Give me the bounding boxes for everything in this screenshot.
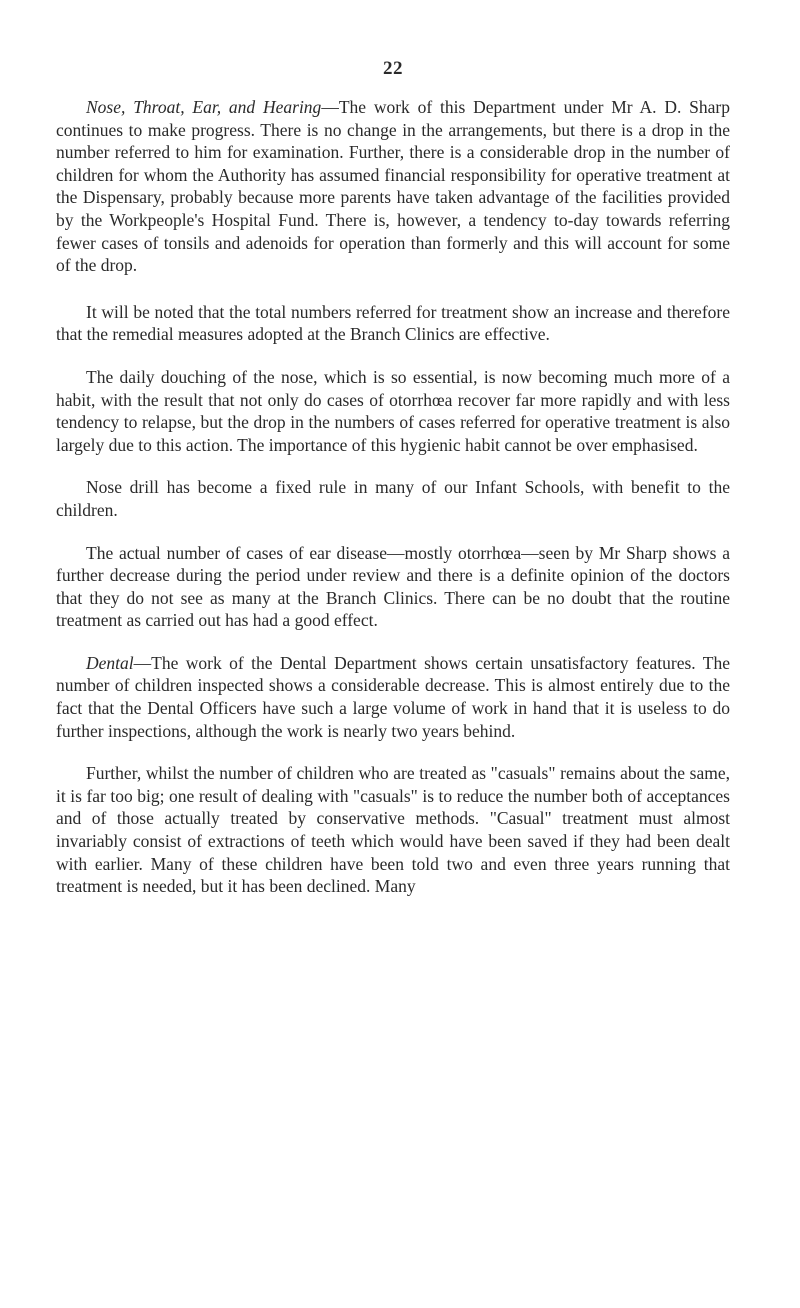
paragraph-text: Nose drill has become a fixed rule in many of our Infant Schools, with benefit to the children. [56,477,730,520]
paragraph-text: —The work of the Dental Department shows certain unsatisfactory features. The number of children inspected shows a considerable decrease. This is almost entirely due to the fact that the Dental Officers have such a large volume of work in hand that it is useless to do further inspections, although the work is nearly two years behind. [56,652,730,741]
paragraph-text: The daily douching of the nose, which is so essential, is now becoming much more of a habit, with the result that not only do cases of otorrhœa recover far more rapidly and with less tendency to relapse, but the drop in the numbers of cases referred for operative treatment is also largely due to this action. The importance of this hygienic habit cannot be over emphasised. [56,366,730,455]
paragraph-ear-disease [56,542,730,632]
paragraph-text: Further, whilst the number of children who are treated as "casuals" remains about the same, it is far too big; one result of dealing with "casuals" is to reduce the number both of acceptances and of those actually treated by conservative methods. "Casual" treatment must almost invariably consist of extractions of teeth which would have been saved if they had been dealt with earlier. Many of these children have been told two and even three years running that treatment is needed, but it has been declined. Many [56,763,730,897]
paragraph-text: The actual number of cases of ear disease—mostly otorrhœa—seen by Mr Sharp shows a further decrease during the period under review and there is a definite opinion of the doctors that they do not see as many at the Branch Clinics. There can be no doubt that the routine treatment as carried out has had a good effect. [56,542,730,631]
paragraph-text: —The work of this Department under Mr A. D. Sharp continues to make progress. There is no change in the arrangements, but there is a drop in the number referred to him for examination. Further, there is a considerable drop in the number of children for whom the Authority has assumed financial responsibility for operative treatment at the Dispensary, probably because more parents have taken advantage of the facilities provided by the Workpeople's Hospital Fund. There is, however, a tendency to-day towards referring fewer cases of tonsils and adenoids for operation than formerly and this will account for some of the drop. [56,97,730,276]
section-heading-nose-throat-ear: Nose, Throat, Ear, and Hearing [86,97,322,117]
paragraph-nose-drill [56,476,730,521]
paragraph-dental [56,652,730,742]
section-heading-dental: Dental [86,652,134,673]
page-number: 22 [383,58,403,79]
paragraph-nose-throat-ear [56,96,730,277]
paragraph-total-numbers [56,301,730,346]
paragraph-daily-douching [56,366,730,456]
paragraph-casuals [56,762,730,898]
paragraph-text: It will be noted that the total numbers referred for treatment show an increase and therefore that the remedial measures adopted at the Branch Clinics are effective. [56,301,730,345]
